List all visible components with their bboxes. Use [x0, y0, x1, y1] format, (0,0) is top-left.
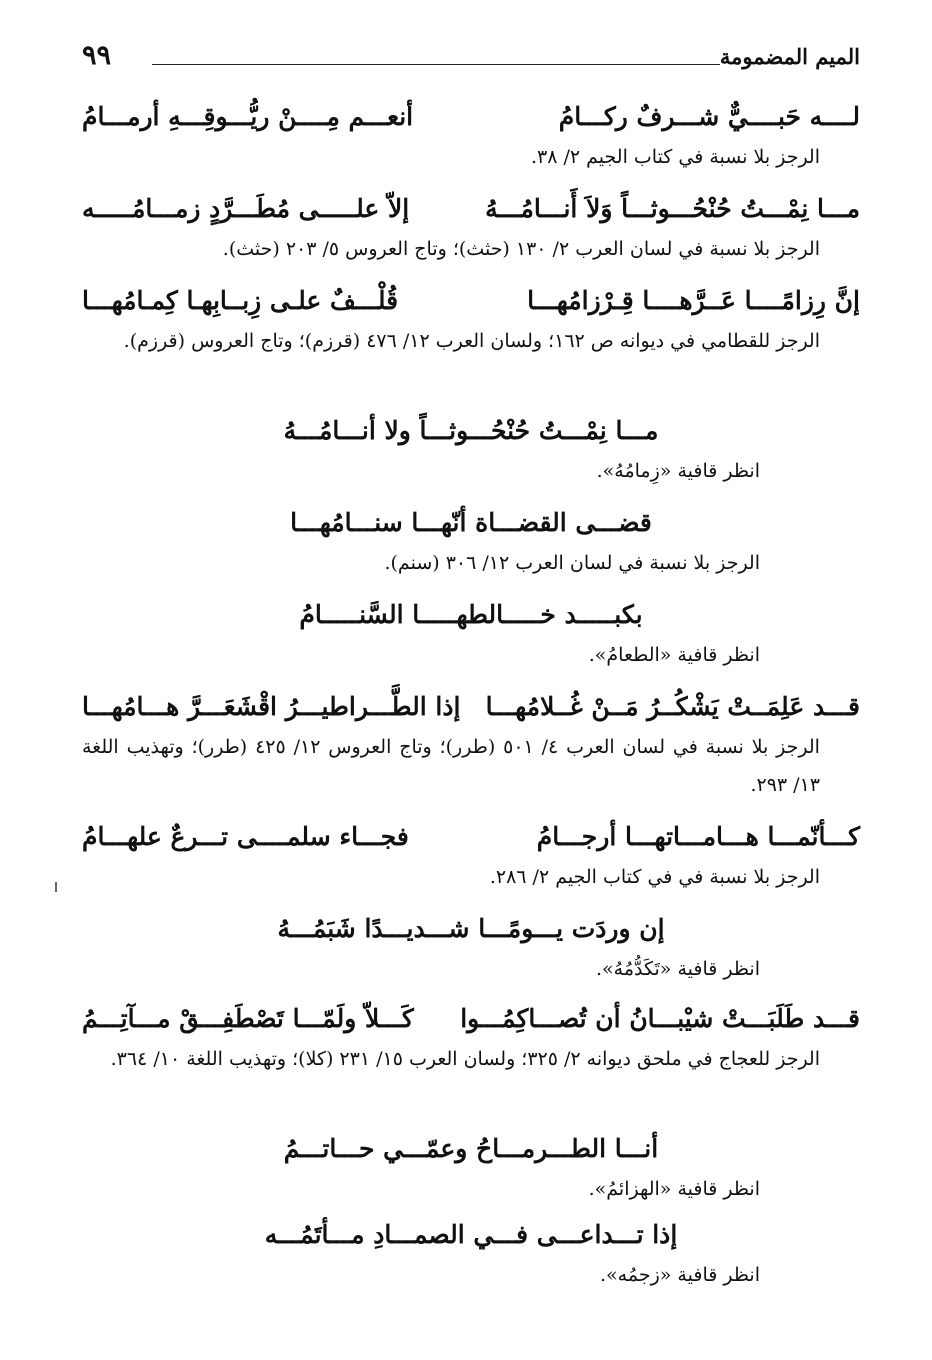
- cross-reference-note: انظر قافية «تَكَدُّمُهُ».: [596, 958, 760, 980]
- verse-first-hemistich: إنَّ رِزامًــــا عَــرَّهــــا قِـرْزامُهـــا: [527, 285, 860, 315]
- source-note: الرجز للعجاج في ملحق ديوانه ٢/ ٣٢٥؛ ولسان العرب ١٥/ ٢٣١ (كلا)؛ وتهذيب اللغة ١٠/ ٣٦٤.: [110, 1048, 820, 1070]
- verse-second-hemistich: إذا الطَّـــراطيـــرُ اقْشَعَـــرَّ هـــامُهـــا: [82, 691, 461, 721]
- verse-line: [82, 1212, 860, 1256]
- cross-reference-note: انظر قافية «زجمُه».: [600, 1264, 760, 1286]
- verse-hemistich: قضـــى القضـــاة أنّهـــا سنـــامُهـــا: [290, 507, 652, 537]
- source-note: الرجز بلا نسبة في لسان العرب ٢/ ١٣٠ (حثث)؛ وتاج العروس ٥/ ٢٠٣ (حثث).: [222, 238, 820, 260]
- verse-line: [82, 278, 860, 322]
- entry: [82, 1212, 860, 1294]
- verse-second-hemistich: أنعـــم مِــــنْ ريُّـــوقِـــهِ أرمـــامُ: [82, 101, 414, 131]
- verse-first-hemistich: لــــه حَبــــيٌّ شـــرفٌ ركـــامُ: [558, 101, 860, 131]
- scan-mark: [55, 882, 57, 892]
- page-header: [82, 40, 860, 80]
- entry: [82, 186, 860, 268]
- verse-line: [82, 408, 860, 452]
- chapter-title: الميم المضمومة: [719, 44, 860, 69]
- cross-reference-note: انظر قافية «الطعامُ».: [588, 644, 760, 666]
- verse-line: [82, 814, 860, 858]
- entry: [82, 94, 860, 176]
- verse-line: [82, 592, 860, 636]
- entry: [82, 996, 860, 1078]
- entry: [82, 592, 860, 674]
- verse-line: [82, 500, 860, 544]
- source-note: الرجز للقطامي في ديوانه ص ١٦٢؛ ولسان العرب ١٢/ ٤٧٦ (قرزم)؛ وتاج العروس (قرزم).: [123, 330, 820, 352]
- source-note: الرجز بلا نسبة في كتاب الجيم ٢/ ٣٨.: [530, 146, 820, 168]
- verse-first-hemistich: قـــد طَلَبَـــتْ شيْبـــانُ أن تُصـــاكِمُـــوا: [460, 1003, 860, 1033]
- verse-first-hemistich: كـــأنّمـــا هـــامـــاتهـــا أرجـــامُ: [536, 821, 860, 851]
- entry: [82, 906, 860, 988]
- page-number: ٩٩: [82, 40, 112, 71]
- verse-hemistich: بكبـــــد خـــــالطهـــــا السَّنـــــامُ: [299, 599, 643, 629]
- verse-first-hemistich: قـــد عَلِمَــتْ يَشْكُــرُ مَــنْ غُــلامُهـــا: [485, 691, 860, 721]
- verse-line: [82, 186, 860, 230]
- verse-second-hemistich: إلاّ علـــــى مُطَـــرَّدٍ زمـــامُـــــه: [82, 193, 410, 223]
- verse-hemistich: إن وردَت يـــومًـــا شـــديـــدًا شَبَمُـــهُ: [277, 913, 665, 943]
- verse-line: [82, 1126, 860, 1170]
- verse-second-hemistich: فجـــاء سلمــــى تـــرعٌ علهـــامُ: [82, 821, 409, 851]
- verse-hemistich: أنـــا الطـــرمـــاحُ وعمّـــي حـــاتـــمُ: [283, 1133, 659, 1163]
- verse-line: [82, 94, 860, 138]
- verse-line: [82, 996, 860, 1040]
- source-note: الرجز بلا نسبة في في كتاب الجيم ٢/ ٢٨٦.: [489, 866, 820, 888]
- entry: [82, 684, 860, 804]
- verse-hemistich: مـــا نِمْـــتُ حُنْحُـــوثـــاً ولا أنـــامُـــهُ: [283, 415, 659, 445]
- verse-line: [82, 906, 860, 950]
- entry: [82, 278, 860, 360]
- verse-hemistich: إذا تـــداعـــى فـــي الصمـــادِ مـــأتَمُـــه: [264, 1219, 678, 1249]
- entry: [82, 1126, 860, 1208]
- verse-second-hemistich: كَـــلاّ ولَمّـــا تَصْطَفِـــقْ مـــآتِـــمُ: [82, 1003, 414, 1033]
- verse-first-hemistich: مـــا نِمْـــتُ حُنْحُـــوثـــاً وَلاَ أَنـــامُـــهُ: [485, 193, 860, 223]
- cross-reference-note: انظر قافية «زِمامُهُ».: [596, 460, 760, 482]
- entry: [82, 814, 860, 896]
- entry: [82, 408, 860, 490]
- source-note: الرجز بلا نسبة في لسان العرب ١٢/ ٣٠٦ (سنم).: [384, 552, 760, 574]
- verse-second-hemistich: قُلْـــفٌ علـى زِبــابِهـا كِمـامُهـــا: [82, 285, 399, 315]
- entry: [82, 500, 860, 582]
- source-note: الرجز بلا نسبة في لسان العرب ٤/ ٥٠١ (طرر)؛ وتاج العروس ١٢/ ٤٢٥ (طرر)؛ وتهذيب اللغة ١٣/ ٢٩٣.: [82, 736, 820, 796]
- cross-reference-note: انظر قافية «الهزائمُ».: [588, 1178, 760, 1200]
- verse-line: [82, 684, 860, 728]
- header-rule: [152, 64, 720, 65]
